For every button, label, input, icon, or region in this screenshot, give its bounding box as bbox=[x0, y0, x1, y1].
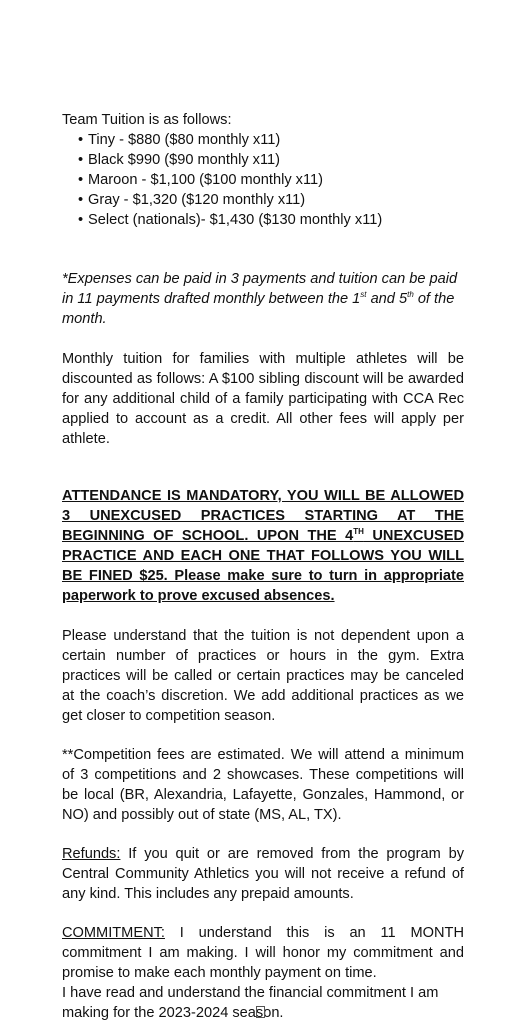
commitment-text: I understand this is an 11 MONTH commitment I am making. I will honor my commitment and promise to make each monthly payment on time. bbox=[62, 925, 464, 981]
refunds-text: If you quit or are removed from the program by Central Community Athletics you will not receive a refund of any kind. This includes any prepaid amounts. bbox=[62, 846, 464, 902]
tuition-item-select: • Select (nationals)- $1,430 ($130 monthly x11) bbox=[78, 210, 464, 230]
attendance-policy bbox=[62, 486, 464, 606]
competition-paragraph: **Competition fees are estimated. We will attend a minimum of 3 competitions and 2 showcases. These competitions will be local (BR, Alexandria, Lafayette, Gonzales, Hammond, or NO) and possibly out of state (MS, AL, TX). bbox=[62, 747, 464, 823]
expenses-text-2: and 5 bbox=[366, 291, 408, 307]
refunds-label: Refunds: bbox=[62, 846, 121, 862]
attendance-sup: TH bbox=[353, 527, 364, 537]
expenses-sup-2: th bbox=[407, 290, 414, 300]
attendance-text-2: UNEXCUSED PRACTICE AND EACH ONE THAT FOLLOWS YOU WILL BE FINED $25. Please make sure to turn in appropriate paperwork to prove excused absences. bbox=[62, 528, 464, 604]
commitment-paragraph bbox=[62, 923, 464, 983]
practices-paragraph: Please understand that the tuition is not dependent upon a certain number of practices or hours in the gym. Extra practices will be called or certain practices may be canceled at the coach’s discretion. We add additional practices as we get closer to competition season. bbox=[62, 628, 464, 724]
expenses-sup-1: st bbox=[360, 290, 367, 300]
attendance-text-1: ATTENDANCE IS MANDATORY, YOU WILL BE ALLOWED 3 UNEXCUSED PRACTICES STARTING AT THE BEGINNING OF SCHOOL. UPON THE 4 bbox=[62, 488, 464, 544]
tuition-intro: Team Tuition is as follows: bbox=[62, 112, 232, 128]
sibling-discount-paragraph: Monthly tuition for families with multiple athletes will be discounted as follows: A $100 sibling discount will be awarded for any additional child of a family participating with CCA Rec applied to account as a credit. All other fees will apply per athlete. bbox=[62, 351, 464, 447]
acknowledgement-paragraph: I have read and understand the financial commitment I am making for the 2023-2024 season. bbox=[62, 985, 439, 1021]
tuition-item-tiny: • Tiny - $880 ($80 monthly x11) bbox=[78, 130, 464, 150]
refunds-paragraph bbox=[62, 844, 464, 904]
tuition-item-black: • Black $990 ($90 monthly x11) bbox=[78, 150, 464, 170]
expenses-text-1: *Expenses can be paid in 3 payments and tuition can be paid in 11 payments drafted monthly between the 1 bbox=[62, 271, 458, 307]
document-page bbox=[62, 110, 464, 1023]
tuition-list bbox=[62, 130, 464, 230]
expenses-note bbox=[62, 269, 464, 329]
commitment-label: COMMITMENT: bbox=[62, 925, 165, 941]
expenses-text-3: of the month. bbox=[62, 291, 455, 327]
tuition-item-maroon: • Maroon - $1,100 ($100 monthly x11) bbox=[78, 170, 464, 190]
tuition-item-gray: • Gray - $1,320 ($120 monthly x11) bbox=[78, 190, 464, 210]
page-footer-icon bbox=[256, 1006, 265, 1018]
